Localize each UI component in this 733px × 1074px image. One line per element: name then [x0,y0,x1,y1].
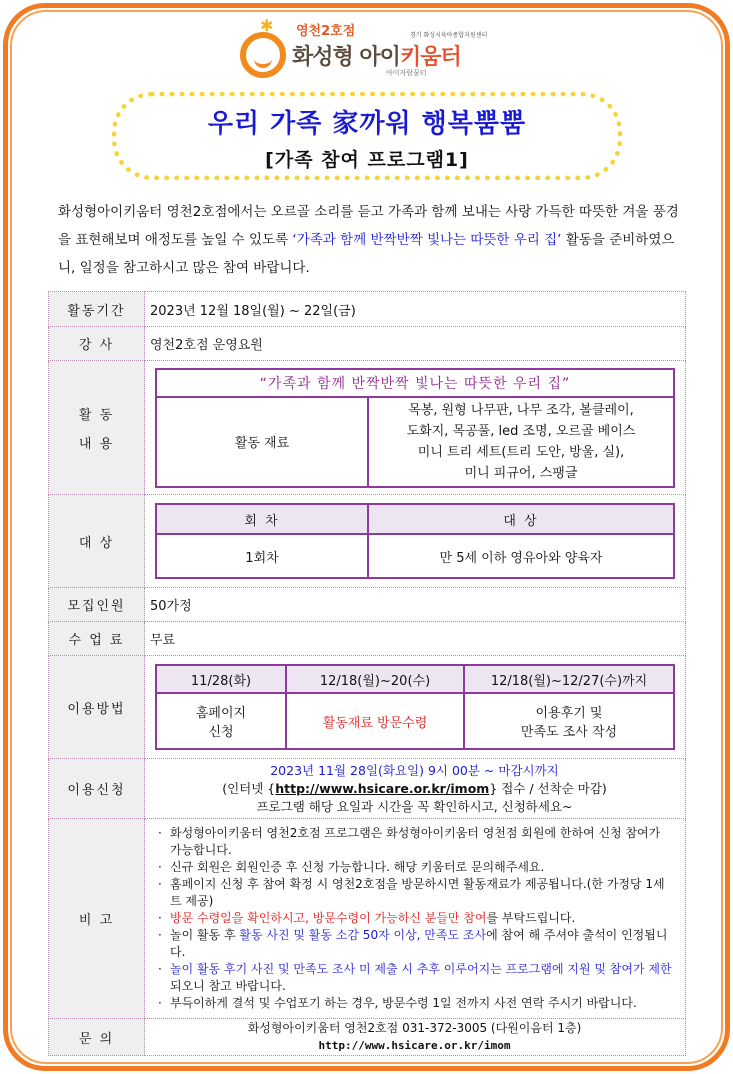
label-teacher: 강 사 [49,327,145,361]
label-recruit: 모집인원 [49,588,145,622]
value-notes [145,819,686,1019]
label-content-2: 내 용 [78,436,115,452]
value-teacher: 영천2호점 운영요원 [145,327,686,361]
value-period: 2023년 12월 18일(월) ~ 22일(금) [145,292,686,327]
row-apply [49,759,686,819]
row-teacher [49,327,686,361]
info-table [48,291,686,1056]
note-red-text: 방문 수령일을 확인하시고, 방문수령이 가능하신 분들만 참여 [170,911,487,925]
materials-line: 미니 피규어, 스팽글 [464,465,578,481]
note-item: · 신규 회원은 회원인증 후 신청 가능합니다. 해당 키움터로 문의해주세요. [156,859,675,876]
contact-url-link[interactable]: http://www.hsicare.or.kr/imom [318,1039,511,1052]
method-step-3 [464,693,674,749]
logo-name-1: 화성형 [292,45,360,70]
row-fee [49,622,686,656]
label-content-1: 활 동 [78,407,115,423]
method-date-2: 12/18(월)~20(수) [286,665,464,693]
row-period [49,292,686,327]
star-icon: ✱ [260,16,274,35]
notes-list [150,823,679,1014]
logo-branch: 영천2호점 [296,24,356,39]
apply-url-link[interactable]: http://www.hsicare.or.kr/imom [275,780,490,796]
row-notes [49,819,686,1019]
note-item: · 부득이하게 결석 및 수업포기 하는 경우, 방문수령 1일 전까지 사전 연락 주시기 바랍니다. [156,995,675,1012]
smile-face-icon [240,32,286,78]
contact-info: 화성형아이키움터 영천2호점 031-372-3005 (다원이음터 1층) [247,1021,582,1035]
intro-highlight: ‘가족과 함께 반짝반짝 빛나는 따뜻한 우리 집’ [292,232,562,248]
materials-line: 목봉, 원형 나무판, 나무 조각, 볼클레이, [408,402,634,418]
label-method: 이용방법 [49,656,145,759]
materials-line: 도화지, 목공풀, led 조명, 오르골 베이스 [406,423,636,439]
label-content [49,361,145,495]
apply-method-pre: (인터넷 { [222,780,276,796]
value-apply [145,759,686,819]
logo-org: 경기 화성시육아종합지원센터 [410,32,488,39]
materials-label: 활동 재료 [156,397,368,487]
activity-title: “가족과 함께 반짝반짝 빛나는 따뜻한 우리 집” [156,369,674,397]
method-date-1: 11/28(화) [156,665,286,693]
apply-note: 프로그램 해당 요일과 시간을 꼭 확인하시고, 신청하세요~ [256,798,573,814]
note-text: 에 참여 해 주셔야 출석이 인정됩니다. [170,928,668,959]
note-item [156,910,675,927]
apply-period: 2023년 11월 28일(화요일) 9시 00분 ~ 마감시까지 [270,762,559,778]
materials-line: 미니 트리 세트(트리 도안, 방울, 실), [417,444,625,460]
label-target: 대 상 [49,495,145,588]
value-fee: 무료 [145,622,686,656]
value-recruit: 50가정 [145,588,686,622]
page-subtitle: [가족 참여 프로그램1] [265,149,469,171]
logo-name [292,40,461,71]
method-step-1-line: 홈페이지 [195,706,247,721]
label-fee: 수 업 료 [49,622,145,656]
label-period: 활동기간 [49,292,145,327]
row-content [49,361,686,495]
label-contact: 문 의 [49,1019,145,1056]
method-step-2: 활동재료 방문수령 [286,693,464,749]
apply-method [150,780,679,798]
logo-name-2: 아이 [359,45,400,70]
value-method [145,656,686,759]
intro-text-2: 활동을 준비하였으니, 일정을 참고하시고 많은 참여 바랍니다. [58,232,675,276]
logo [240,18,500,80]
method-step-3-line: 이용후기 및 [535,706,603,721]
target-value-2: 만 5세 이하 영유아와 양육자 [368,534,674,578]
note-item [156,927,675,961]
note-blue-text: 놀이 활동 후기 사진 및 만족도 조사 미 제출 시 추후 이루어지는 프로그램에 지원 및 참여가 제한 [170,962,672,976]
logo-sub: 아이자람꿈터 [386,69,427,77]
page-title: 우리 가족 家까워 행복뿜뿜 [207,109,527,139]
note-blue-text: 활동 사진 및 활동 소감 50자 이상, 만족도 조사 [239,928,487,942]
target-inner-table [155,503,675,579]
method-inner-table [155,664,675,750]
label-apply: 이용신청 [49,759,145,819]
title-box [112,92,622,180]
row-target [49,495,686,588]
value-contact [145,1019,686,1056]
method-date-3: 12/18(월)~12/27(수)까지 [464,665,674,693]
logo-name-3: 키움터 [399,45,461,70]
note-item [156,961,675,995]
method-step-1 [156,693,286,749]
note-item: · 화성형아이키움터 영천2호점 프로그램은 화성형아이키움터 영천점 회원에 한하여 신청 참여가 가능합니다. [156,825,675,859]
content-inner-table [155,368,675,488]
target-head-1: 회 차 [156,504,368,534]
note-text: 를 부탁드립니다. [486,911,576,925]
row-recruit [49,588,686,622]
note-item: · 홈페이지 신청 후 참여 확정 시 영천2호점을 방문하시면 활동재료가 제공됩니다.(한 가정당 1세트 제공) [156,876,675,910]
row-contact [49,1019,686,1056]
intro-paragraph [58,198,688,282]
materials-list [368,397,674,487]
method-step-1-line: 신청 [208,725,234,740]
label-notes: 비 고 [49,819,145,1019]
value-content [145,361,686,495]
row-method [49,656,686,759]
note-text: 되오니 참고 바랍니다. [170,979,286,993]
method-step-3-line: 만족도 조사 작성 [520,725,618,740]
intro-text-1: 화성형아이키움터 영천2호점에서는 오르골 소리를 듣고 가족과 함께 보내는 사랑 가득한 따뜻한 겨울 풍경을 표현해보며 애정도를 높일 수 있도록 [58,204,679,248]
target-head-2: 대 상 [368,504,674,534]
target-value-1: 1회차 [156,534,368,578]
apply-method-post: } 접수 / 선착순 마감) [489,780,607,796]
value-target [145,495,686,588]
note-text: 놀이 활동 후 [170,928,240,942]
